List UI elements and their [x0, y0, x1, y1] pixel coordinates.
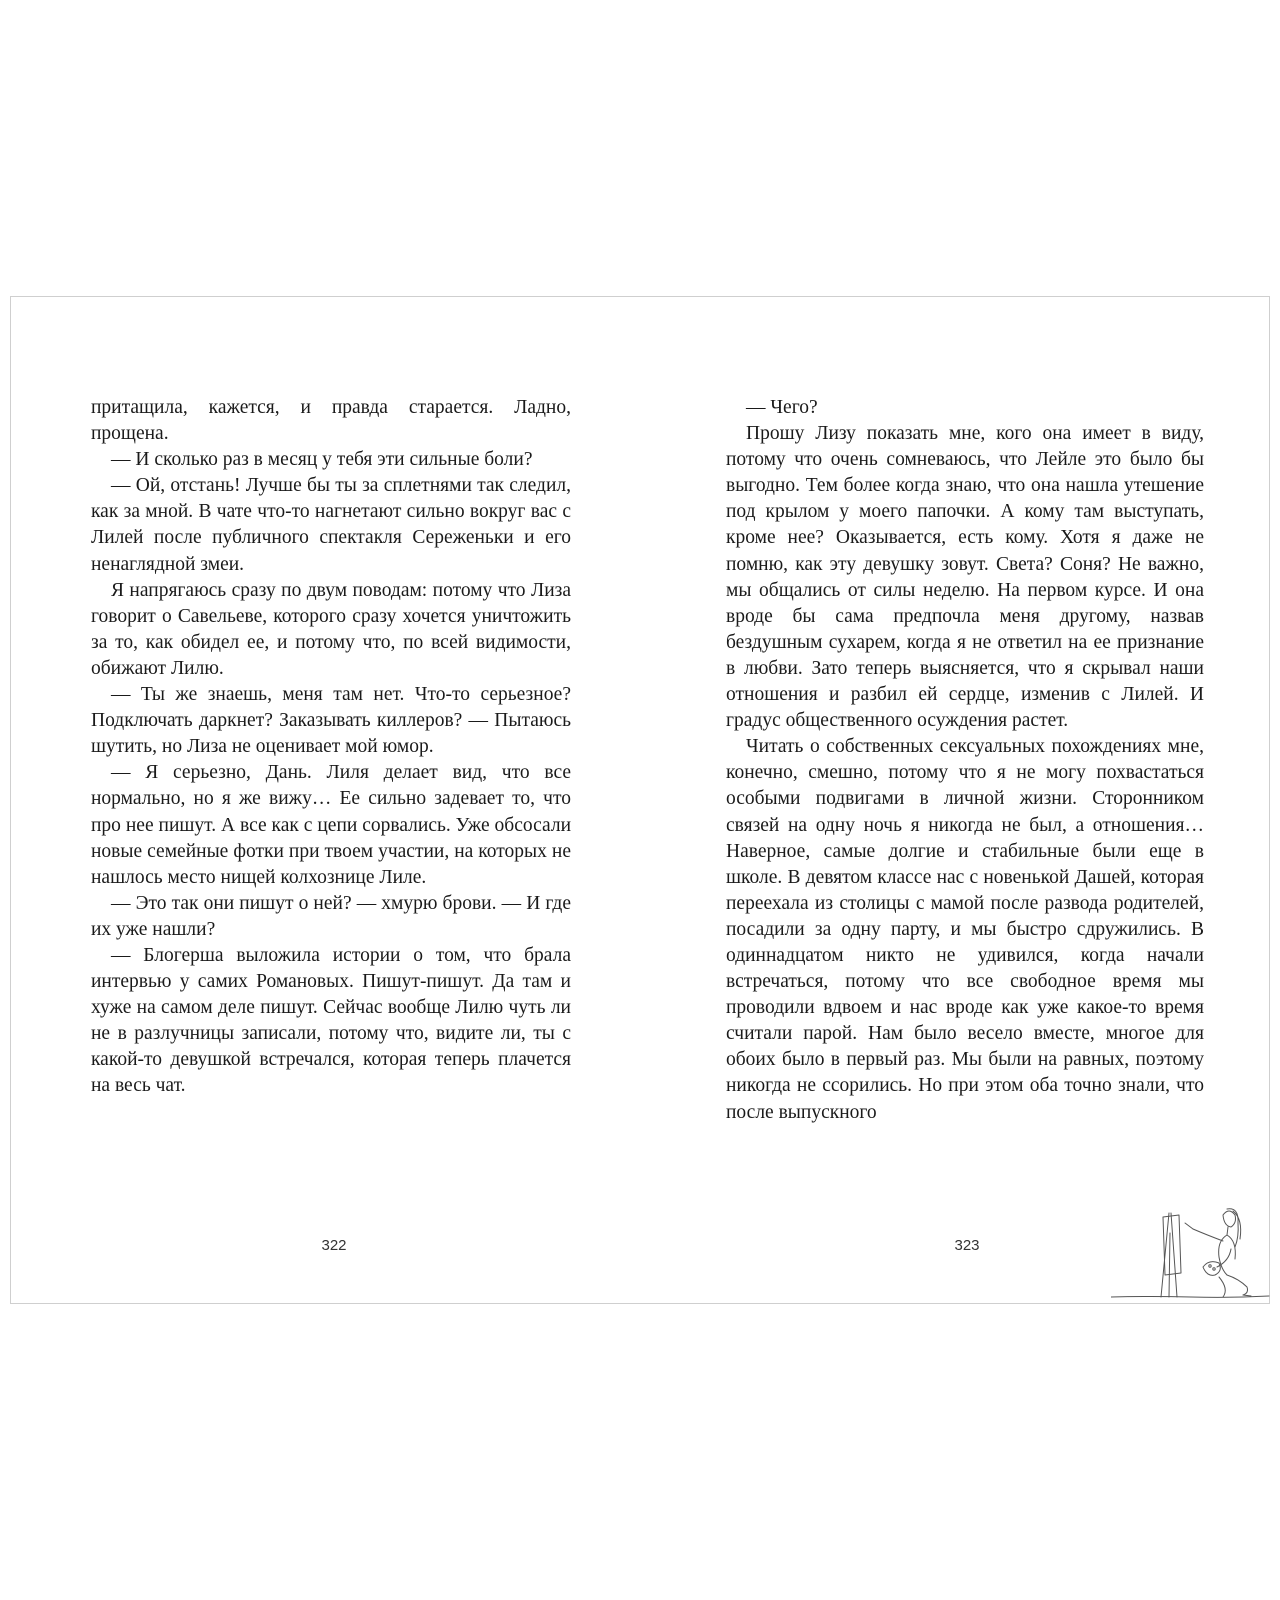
right-page-text [726, 395, 1204, 1126]
woman-painting-at-easel-icon [1111, 1193, 1271, 1303]
paragraph: — Чего? [746, 397, 818, 418]
paragraph: — Ты же знаешь, меня там нет. Что-то серьезное? Подключать даркнет? Заказывать киллеров? — Пытаюсь шутить, но Лиза не оценивает мой юмор. [91, 684, 571, 758]
page-number-right: 323 [954, 1237, 980, 1254]
paragraph: — Это так они пишут о ней? — хмурю брови. — И где их уже нашли? [91, 892, 571, 940]
paragraph: — Блогерша выложила истории о том, что брала интервью у самих Романовых. Пишут-пишут. Да там и хуже на самом деле пишут. Сейчас вообще Лилю чуть ли не в разлучницы записали, потому что, видите ли, ты с какой-то девушкой встречался, которая теперь плачется на весь чат. [91, 944, 571, 1097]
book-spread [10, 296, 1270, 1304]
paragraph: — Я серьезно, Дань. Лиля делает вид, что все нормально, но я же вижу… Ее сильно задевает то, что про нее пишут. А все как с цепи сорвались. Уже обсосали новые семейные фотки при твоем участии, на которых не нашлось место нищей колхознице Лиле. [91, 762, 571, 888]
paragraph: Читать о собственных сексуальных похождениях мне, конечно, смешно, потому что я не могу похвастаться особыми подвигами в личной жизни. Сторонником связей на одну ночь я никогда не был, а отношения… Наверное, самые долгие и стабильные были еще в школе. В девятом классе нас с новенькой Дашей, которая переехала из столицы с мамой после развода родителей, посадили за одну парту, и мы быстро сдружились. В одиннадцатом никто не удивился, когда начали встречаться, потому что все свободное время мы проводили вдвоем и нас вроде как уже какое-то время считали парой. Нам было весело вместе, многое для обоих было в первый раз. Мы были на равных, поэтому никогда не ссорились. Но при этом оба точно знали, что после выпускного [726, 736, 1204, 1123]
left-page-text [91, 395, 571, 1100]
paragraph: — Ой, отстань! Лучше бы ты за сплетнями так следил, как за мной. В чате что-то нагнетают сильно вокруг вас с Лилей после публичного спектакля Сереженьки и его ненаглядной змеи. [91, 475, 571, 575]
paragraph: Прошу Лизу показать мне, кого она имеет в виду, потому что очень сомневаюсь, что Лейле это было бы выгодно. Тем более когда знаю, что она нашла утешение под крылом у моего папочки. А кому там выступать, кроме нее? Оказывается, есть кому. Хотя я даже не помню, как эту девушку зовут. Света? Соня? Не важно, мы общались от силы неделю. На первом курсе. И она вроде бы сама предпочла меня другому, назвав бездушным сухарем, когда я не ответил на ее признание в любви. Зато теперь выясняется, что я скрывал наши отношения и разбил ей сердце, изменив с Лилей. И градус общественного осуждения растет. [726, 423, 1204, 732]
paragraph: притащила, кажется, и правда старается. Ладно, прощена. [91, 397, 571, 445]
paragraph: — И сколько раз в месяц у тебя эти сильные боли? [111, 449, 533, 471]
paragraph: Я напрягаюсь сразу по двум поводам: потому что Лиза говорит о Савельеве, которого сразу хочется уничтожить за то, как обидел ее, и потому что, по всей видимости, обижают Лилю. [91, 579, 571, 679]
page-number-left: 322 [321, 1237, 347, 1254]
